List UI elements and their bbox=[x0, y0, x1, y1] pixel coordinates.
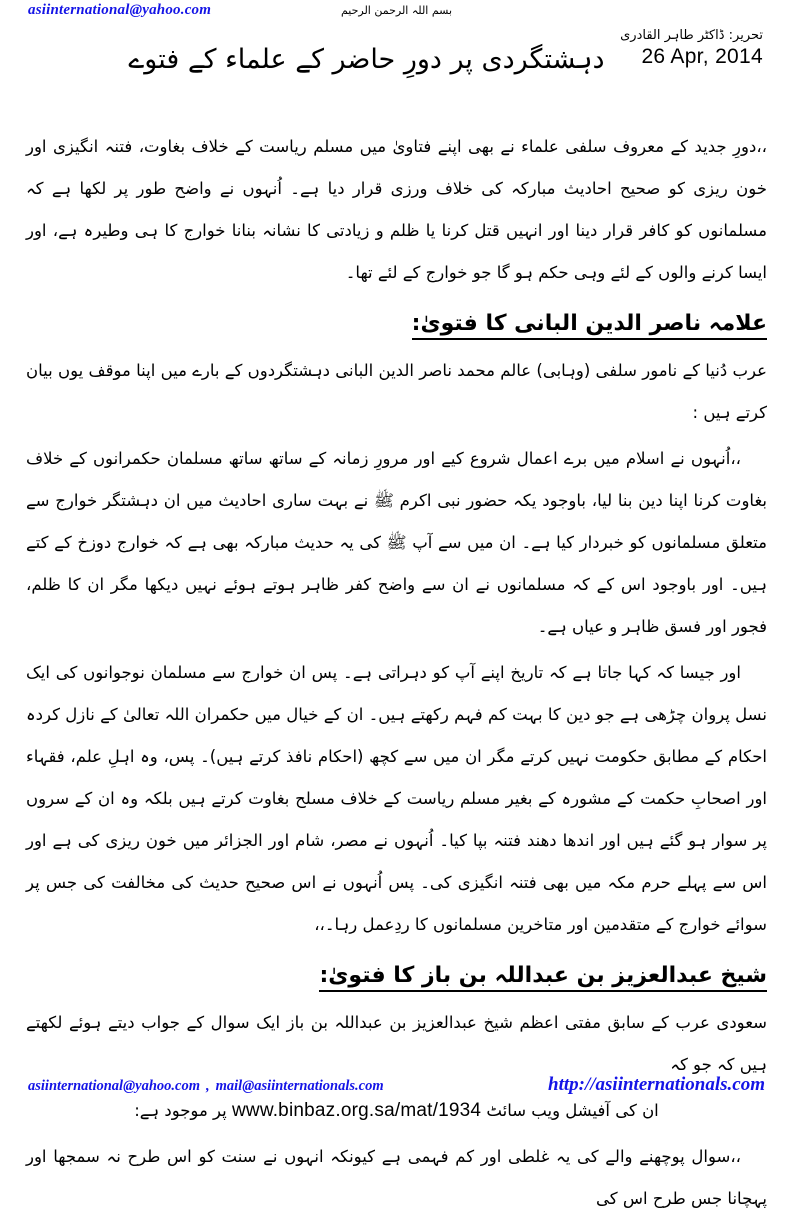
footer-email-separator: , bbox=[206, 1078, 210, 1094]
section-heading-binbaz-text: شیخ عبدالعزیز بن عبداللہ بن باز کا فتویٰ: bbox=[319, 963, 767, 992]
albani-quote-part-1: ،،اُنہوں نے اسلام میں برے اعمال شروع کیے اور مرورِ زمانہ کے ساتھ ساتھ مسلمان حکمرانوں کے خلاف بغاوت کرنا اپنا دین بنا لیا، باوجود یکہ حضور نبی اکرم ﷺ نے بہت ساری احادیث میں ان دہشتگر خوارج سے متعلق مسلمانوں کو خبردار کیا ہے۔ ان میں سے آپ ﷺ کی یہ حدیث مبارکہ بھی ہے کہ خوارج دوزخ کے کتے ہیں۔ اور باوجود اس کے کہ مسلمانوں نے ان سے واضح کفر ظاہر ہوتے ہوئے نہیں دیکھا مگر ان کا ظلم، فجور اور فسق ظاہر و عیاں ہے۔ bbox=[26, 449, 767, 636]
binbaz-lead-paragraph: سعودی عرب کے سابق مفتی اعظم شیخ عبدالعزیز بن عبداللہ بن باز ایک سوال کے جواب دیتے ہوئے لکھتے ہیں کہ جو کہ bbox=[26, 1013, 767, 1074]
binbaz-url[interactable]: www.binbaz.org.sa/mat/1934 bbox=[231, 1100, 482, 1121]
binbaz-quote-tail: ،،سوال پوچھنے والے کی یہ غلطی اور کم فہمی ہے کیونکہ انہوں نے سنت کو اس طرح نہ سمجھا اور پہچانا جس طرح اس کی bbox=[26, 1147, 767, 1208]
header-email-link[interactable]: asiinternational@yahoo.com bbox=[28, 2, 212, 18]
footer-emails bbox=[28, 1078, 384, 1095]
albani-lead-paragraph: عرب دُنیا کے نامور سلفی (وہابی) عالم محمد ناصر الدین البانی دہشتگردوں کے بارے میں اپنا موقف یوں بیان کرتے ہیں : bbox=[26, 361, 767, 422]
page-title: دہشتگردی پر دورِ حاضر کے علماء کے فتوے bbox=[128, 44, 605, 75]
footer-email-2[interactable]: mail@asiinternationals.com bbox=[215, 1078, 384, 1094]
website-line-suffix: پر موجود ہے: bbox=[134, 1101, 227, 1120]
footer-website-link[interactable]: http://asiinternationals.com bbox=[548, 1074, 765, 1095]
publication-date: 26 Apr, 2014 bbox=[641, 45, 763, 69]
section-heading-albani-text: علامہ ناصر الدین البانی کا فتویٰ: bbox=[412, 311, 767, 340]
intro-paragraph: ،،دورِ جدید کے معروف سلفی علماء نے بھی اپنے فتاویٰ میں مسلم ریاست کے خلاف بغاوت، فتنہ انگیزی اور خون ریزی کو صحیح احادیث مبارکہ کی خلاف ورزی قرار دیا ہے۔ اُنہوں نے واضح طور پر لکھا ہے کہ مسلمانوں کو کافر قرار دینا اور انہیں قتل کرنا یا ظلم و زیادتی کا نشانہ بنانا خوارج کا ہی وطیرہ ہے، اور ایسا کرنے والوں کے لئے وہی حکم ہو گا جو خوارج کے لئے تھا۔ bbox=[26, 137, 767, 282]
page-footer bbox=[0, 1074, 793, 1104]
bismillah-text: بسم اللہ الرحمن الرحیم bbox=[340, 4, 453, 17]
section-heading-binbaz bbox=[26, 956, 767, 996]
section-heading-albani bbox=[26, 304, 767, 344]
author-byline: تحریر: ڈاکٹر طاہر القادری bbox=[620, 28, 763, 43]
website-line-prefix: ان کی آفیشل ویب سائٹ bbox=[486, 1101, 659, 1120]
document-body bbox=[26, 126, 767, 1224]
footer-email-1[interactable]: asiinternational@yahoo.com bbox=[28, 1078, 200, 1094]
albani-quote-part-2: اور جیسا کہ کہا جاتا ہے کہ تاریخ اپنے آپ کو دہراتی ہے۔ پس ان خوارج سے مسلمان نوجوانوں کی ایک نسل پروان چڑھی ہے جو دین کا بہت کم فہم رکھتے ہیں۔ ان کے خیال میں حکمران اللہ تعالیٰ کے نازل کردہ احکام کے مطابق حکومت نہیں کرتے مگر ان میں سے کچھ (احکام نافذ کرتے ہیں)۔ پس، وہ اہلِ علم، فقہاء اور اصحابِ حکمت کے مشورہ کے بغیر مسلم ریاست کے خلاف مسلح بغاوت کرتے ہیں بلکہ وہ ان کے سروں پر سوار ہو گئے ہیں اور اندھا دھند فتنہ بپا کیا۔ اُنہوں نے مصر، شام اور الجزائر میں خون ریزی کی ہے اور اس سے پہلے حرم مکہ میں بھی فتنہ انگیزی کی۔ پس اُنہوں نے اس صحیح حدیث کی مخالفت کی جس پر سوائے خوارج کے متقدمین اور متاخرین مسلمانوں کا ردِعمل رہا۔،، bbox=[26, 663, 767, 934]
